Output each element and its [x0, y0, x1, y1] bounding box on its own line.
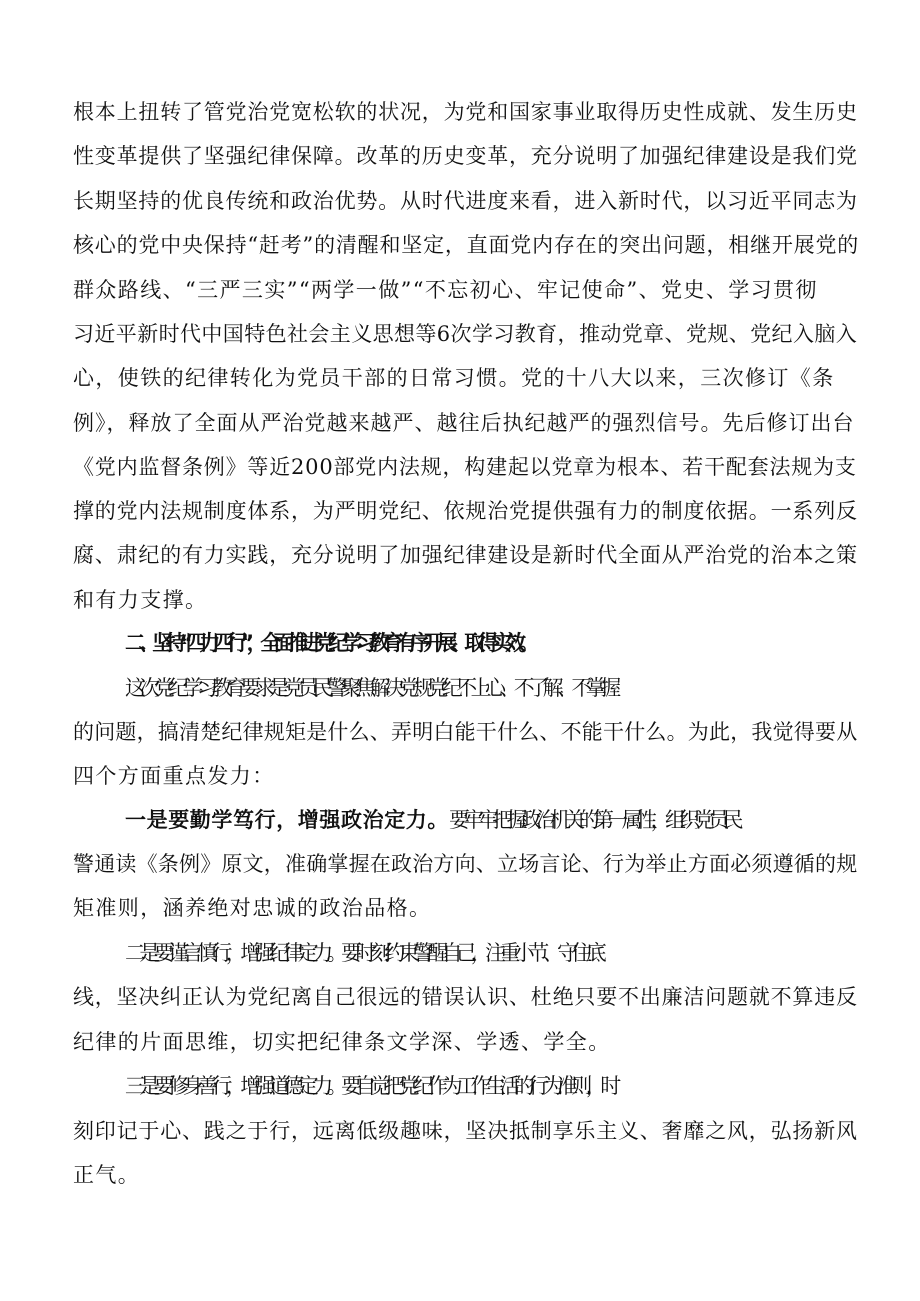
- paragraph-1-line-2: 性变革提供了坚强纪律保障。改革的历史变革，充分说明了加强纪律建设是我们党: [73, 144, 858, 168]
- paragraph-1-line-7: 心，使铁的纪律转化为党员干部的日常习惯。党的十八大以来，三次修订《条: [73, 366, 835, 390]
- paragraph-1-line-10: 撑的党内法规制度体系，为严明党纪、依规治党提供强有力的制度依据。一系列反: [73, 499, 858, 523]
- point-3-line-2: 刻印记于心、践之于行，远离低级趣味，坚决抵制享乐主义、奢靡之风，弘扬新风: [73, 1119, 858, 1143]
- paragraph-1-line-1: 根本上扭转了管党治党宽松软的状况，为党和国家事业取得历史性成就、发生历史: [73, 100, 858, 124]
- paragraph-1-line-6: 习近平新时代中国特色社会主义思想等6次学习教育，推动党章、党规、党纪入脑入: [73, 322, 858, 346]
- section-heading-2: 二、坚持“四力四行”，全面推进党纪学习教育有序开展、取得实效。: [125, 631, 533, 655]
- point-3-line-3: 正气。: [73, 1163, 141, 1187]
- point-2-line-1: 二是要谨言慎行，增强纪律定力。要时刻约束警醒自己，注重小节、守住底: [125, 941, 601, 965]
- point-3-line-1: 三是要修身善行，增强道德定力。要自觉把党纪作为工作生活的行为准则，时: [125, 1074, 615, 1098]
- point-1-line-3: 矩准则，涵养绝对忠诚的政治品格。: [73, 896, 432, 920]
- point-2-line-2: 线，坚决纠正认为党纪离自己很远的错误认识、杜绝只要不出廉洁问题就不算违反: [73, 985, 858, 1009]
- paragraph-1-line-4: 核心的党中央保持“赶考”的清醒和坚定，直面党内存在的突出问题，相继开展党的: [73, 233, 860, 257]
- point-2-line-3: 纪律的片面思维，切实把纪律条文学深、学透、学全。: [73, 1030, 611, 1054]
- paragraph-1-line-5: 群众路线、“三严三实”“两学一做”“不忘初心、牢记使命”、党史、学习贯彻: [73, 278, 818, 302]
- paragraph-2-line-1: 这次党纪学习教育要求是党员民警聚焦解决党规党纪不上心、不了解、不掌握: [125, 676, 615, 700]
- paragraph-1-line-8: 例》，释放了全面从严治党越来越严、越往后执纪越严的强烈信号。先后修订出台: [73, 411, 855, 435]
- point-1-line-1-rest: 要牢牢把握政治机关的第一属性，组织党员民: [449, 808, 737, 832]
- point-1-lead: 一是要勤学笃行，增强政治定力。: [125, 808, 449, 832]
- paragraph-1-line-11: 腐、肃纪的有力实践，充分说明了加强纪律建设是新时代全面从严治党的治本之策: [73, 543, 858, 567]
- paragraph-1-line-12: 和有力支撑。: [73, 588, 208, 612]
- paragraph-2-line-2: 的问题，搞清楚纪律规矩是什么、弄明白能干什么、不能干什么。为此，我觉得要从: [73, 720, 858, 744]
- paragraph-2-line-3: 四个方面重点发力：: [73, 764, 275, 788]
- point-1-line-1: [125, 808, 905, 832]
- point-1-line-2: 警通读《条例》原文，准确掌握在政治方向、立场言论、行为举止方面必须遵循的规: [73, 852, 858, 876]
- paragraph-1-line-3: 长期坚持的优良传统和政治优势。从时代进度来看，进入新时代，以习近平同志为: [73, 189, 858, 213]
- paragraph-1-line-9: 《党内监督条例》等近200部党内法规，构建起以党章为根本、若干配套法规为支: [73, 455, 857, 479]
